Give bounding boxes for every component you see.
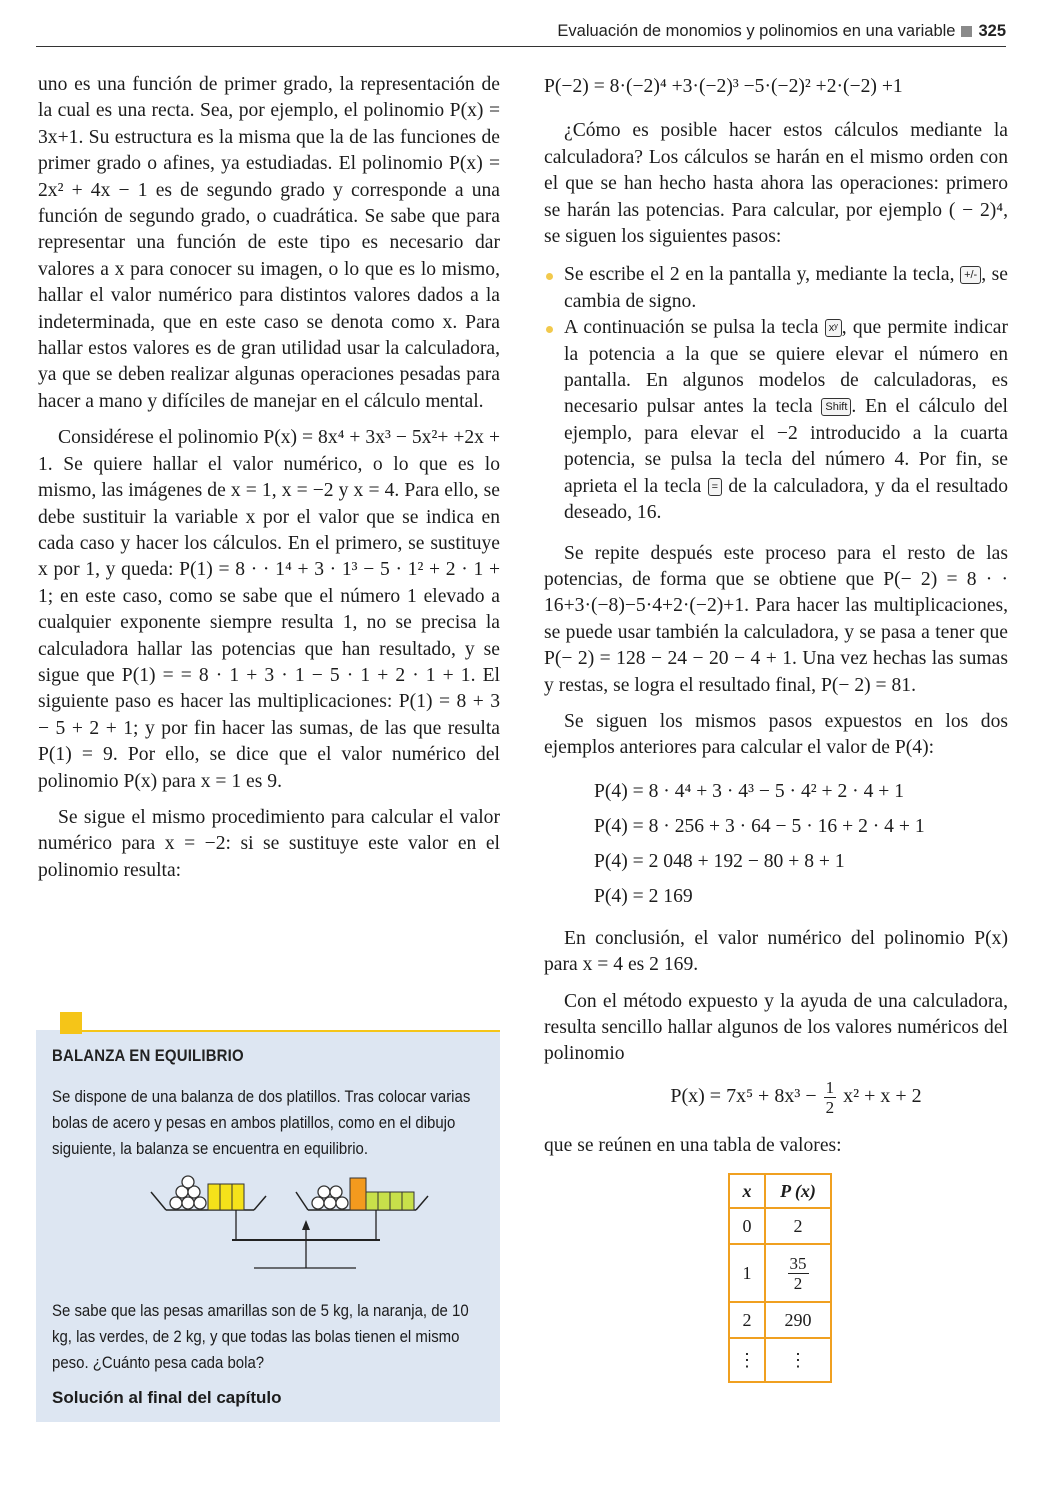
left-paragraph-3: Se sigue el mismo procedimiento para calcular el valor numérico para x = −2: si se sustituye este valor en el polinomio resulta: xyxy=(38,806,500,881)
yellow-weight xyxy=(232,1184,244,1210)
green-weight xyxy=(378,1192,390,1210)
box-solution-note: Solución al final del capítulo xyxy=(52,1388,282,1407)
table-row: 0 2 xyxy=(729,1208,831,1244)
orange-weight xyxy=(350,1178,366,1210)
p4-line: P(4) = 8 · 256 + 3 · 64 − 5 · 16 + 2 · 4 + 1 xyxy=(594,815,925,837)
calculator-step-1: Se escribe el 2 en la pantalla y, mediante la tecla, +/- , se cambia de signo. xyxy=(544,262,1008,315)
green-weight xyxy=(390,1192,402,1210)
p4-calculation xyxy=(594,774,1008,914)
sign-change-key-icon: +/- xyxy=(960,266,981,284)
green-weight xyxy=(366,1192,378,1210)
header-square-icon xyxy=(961,26,972,37)
calculator-steps-list xyxy=(544,262,1008,526)
left-balls xyxy=(170,1176,206,1209)
table-header-px: P (x) xyxy=(765,1174,831,1208)
box-statement: Se dispone de una balanza de dos platillos. Tras colocar varias bolas de acero y pesas en ambos platillos, como en el dibujo siguiente, la balanza se encuentra en equilibrio. xyxy=(52,1087,471,1158)
calculator-step-2: A continuación se pulsa la tecla xʸ , que permite indicar la potencia a la que se quiere elevar el número en pantalla. En algunos modelos de calculadoras, es necesario pulsar antes la tecla Shift . En el cálculo del ejemplo, para elevar el −2 introducido a la cuarta potencia, se pulsa la tecla del número 4. Por fin, se aprieta el la tecla = de la calculadora, y da el resultado deseado, 16. xyxy=(544,315,1008,526)
yellow-weight xyxy=(208,1184,220,1210)
box-question: Se sabe que las pesas amarillas son de 5 kg, la naranja, de 10 kg, las verdes, de 2 kg, y que todas las bolas tienen el mismo peso. ¿Cuánto pesa cada bola? xyxy=(52,1301,469,1372)
equals-key-icon: = xyxy=(708,478,722,496)
left-column xyxy=(38,72,500,884)
table-row: 1 $\frac{35}{2}$ xyxy=(729,1244,831,1302)
left-paragraph-2: Considérese el polinomio P(x) = 8x⁴ + 3x³ − 5x²+ +2x + 1. Se quiere hallar el valor numérico, o lo que es lo mismo, las imágenes de x = 1, x = −2 y x = 4. Para ello, se debe sustituir la variable x por el valor que se indica en cada caso y hacer los cálculos. En el primero, se sustituye x por 1, y queda: P(1) = 8 · · 1⁴ + 3 · 1³ − 5 · 1² + 2 · 1 + 1; en este caso, como se sabe que el número 1 elevado a cualquier exponente siempre resulta 1, no se precisa la calculadora hallar las potencias que han resultado, y se sigue que P(1) = = 8 · 1 + 3 · 1 − 5 · 1 + 2 · 1 + 1. El siguiente paso es hacer las multiplicaciones: P(1) = 8 + 3 − 5 + 2 + 1; y por fin hacer las sumas, de las que resulta P(1) = 9. Por ello, se dice que el valor numérico del polinomio P(x) para x = 1 es 9. xyxy=(38,427,500,792)
balance-exercise-box xyxy=(36,1030,500,1422)
right-paragraph-6: que se reúnen en una tabla de valores: xyxy=(544,1134,842,1156)
table-header-x: x xyxy=(729,1174,765,1208)
box-title: BALANZA EN EQUILIBRIO xyxy=(52,1046,244,1065)
shift-key-icon: Shift xyxy=(821,398,851,416)
equation-p-minus-2: P(−2) = 8·(−2)⁴ +3·(−2)³ −5·(−2)² +2·(−2) +1 xyxy=(544,76,903,97)
right-paragraph-2: Se repite después este proceso para el resto de las potencias, de forma que se obtiene que P(− 2) = 8 · · 16+3·(−8)−5·4+2·(−2)+1. Para hacer las multiplicaciones, se puede usar también la calculadora, y se pasa a tener que P(− 2) = 128 − 24 − 20 − 4 + 1. Una vez hechas las sumas y restas, se logra el resultado final, P(− 2) = 81. xyxy=(544,542,1008,696)
right-paragraph-5: Con el método expuesto y la ayuda de una calculadora, resulta sencillo hallar algunos de los valores numéricos del polinomio xyxy=(544,990,1008,1065)
balance-illustration xyxy=(146,1170,446,1280)
p4-line: P(4) = 2 048 + 192 − 80 + 8 + 1 xyxy=(594,850,845,872)
right-column xyxy=(544,72,1008,1383)
fraction-one-half: $\frac{1}{2}$ xyxy=(825,1077,835,1117)
right-balls xyxy=(312,1186,348,1209)
table-row: ⋮ ⋮ xyxy=(729,1338,831,1382)
box-top-rule xyxy=(60,1030,500,1032)
green-weight xyxy=(402,1192,414,1210)
polynomial-formula: P(x) = 7x⁵ + 8x³ − $\frac{1}{2}$ x² + x + 2 xyxy=(670,1077,922,1117)
left-paragraph-1: uno es una función de primer grado, la representación de la cual es una recta. Sea, por ejemplo, el polinomio P(x) = 3x+1. Su estructura es la misma que la de las funciones de primer grado o afines, ya estudiadas. El polinomio P(x) = 2x² + 4x − 1 es de segundo grado y corresponde a una función de segundo grado, o cuadrática. Se sabe que para representar una función de este tipo es necesario dar valores a x para conocer su imagen, o lo que es lo mismo, hallar el valor numérico para distintos valores dados a la indeterminada, que en este caso se denota como x. Para hallar estos valores es de gran utilidad usar la calculadora, ya que se deben realizar algunas operaciones pesadas para hacer a mano y difíciles de manejar en el cálculo mental. xyxy=(38,74,500,412)
right-paragraph-4: En conclusión, el valor numérico del polinomio P(x) para x = 4 es 2 169. xyxy=(544,927,1008,976)
right-paragraph-3: Se siguen los mismos pasos expuestos en los dos ejemplos anteriores para calcular el valor de P(4): xyxy=(544,710,1008,759)
power-key-icon: xʸ xyxy=(825,319,842,337)
header-title: Evaluación de monomios y polinomios en una variable xyxy=(557,22,956,40)
values-table xyxy=(728,1173,832,1383)
page-number: 325 xyxy=(978,22,1006,40)
table-row: 2 290 xyxy=(729,1302,831,1338)
page-header xyxy=(36,22,1006,47)
right-paragraph-1: ¿Cómo es posible hacer estos cálculos mediante la calculadora? Los cálculos se harán en el mismo orden con el que se han hecho hasta ahora las operaciones: primero se harán las potencias. Para calcular, por ejemplo ( − 2)⁴, se siguen los siguientes pasos: xyxy=(544,120,1008,248)
p4-line: P(4) = 8 · 4⁴ + 3 · 4³ − 5 · 4² + 2 · 4 + 1 xyxy=(594,780,905,802)
yellow-weight xyxy=(220,1184,232,1210)
p4-line: P(4) = 2 169 xyxy=(594,885,693,907)
fraction-35-2: $\frac{35}{2}$ xyxy=(789,1253,807,1293)
